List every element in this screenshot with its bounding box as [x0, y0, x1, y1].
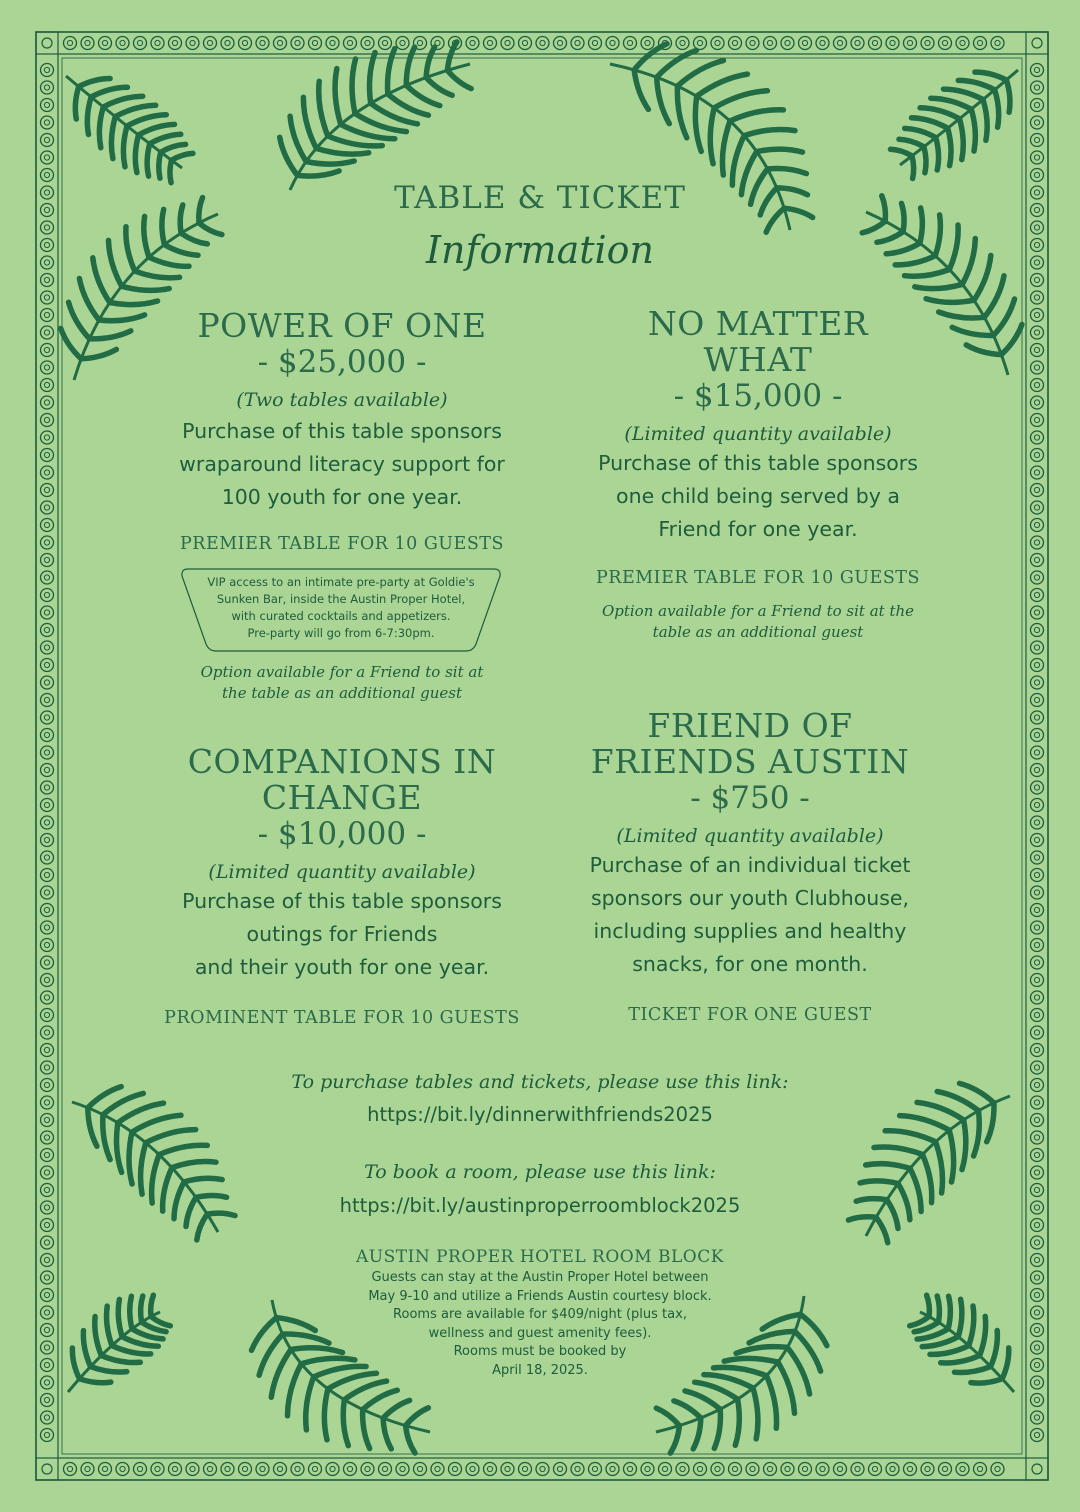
palm-frond [910, 1295, 1014, 1392]
page-subtitle: Information [425, 228, 655, 272]
tier-seating: PREMIER TABLE FOR 10 GUESTS [180, 534, 504, 554]
tier-friend-of-friends-austin [560, 708, 940, 1025]
tier-availability: (Two tables available) [236, 389, 448, 411]
tier-name: NO MATTER WHAT [647, 304, 869, 379]
tier-seating: TICKET FOR ONE GUEST [628, 1005, 872, 1025]
tier-companions-in-change [150, 744, 534, 1028]
tier-seating: PROMINENT TABLE FOR 10 GUESTS [164, 1008, 520, 1028]
tier-availability: (Limited quantity available) [208, 861, 476, 883]
tier-seating: PREMIER TABLE FOR 10 GUESTS [596, 568, 920, 588]
tier-price: - $750 - [690, 780, 810, 816]
tickets-link-intro: To purchase tables and tickets, please use this link: [291, 1071, 789, 1093]
tier-name: FRIEND OF FRIENDS AUSTIN [590, 706, 910, 781]
room-link[interactable]: https://bit.ly/austinproperroomblock2025 [339, 1194, 741, 1217]
tier-note: Option available for a Friend to sit at the table as an additional guest [200, 663, 484, 702]
tier-price: - $10,000 - [257, 816, 427, 852]
palm-frond [280, 42, 472, 190]
palm-frond [891, 70, 1019, 179]
tier-description: Purchase of this table sponsors wraparound literacy support for 100 youth for one year. [179, 419, 505, 509]
tier-power-of-one [150, 308, 534, 554]
room-block-heading: AUSTIN PROPER HOTEL ROOM BLOCK [356, 1247, 724, 1267]
tier-name: POWER OF ONE [197, 306, 487, 345]
vip-info: VIP access to an intimate pre-party at Goldie's Sunken Bar, inside the Austin Proper Hotel, with curated cocktails and appetizers. Pre-party will go from 6-7:30pm. [207, 575, 475, 640]
tier-name: COMPANIONS IN CHANGE [187, 742, 497, 817]
tier-availability: (Limited quantity available) [624, 423, 892, 445]
tier-description: Purchase of this table sponsors outings for Friends and their youth for one year. [182, 889, 502, 979]
tier-note: Option available for a Friend to sit at the table as an additional guest [601, 602, 915, 641]
tickets-link[interactable]: https://bit.ly/dinnerwithfriends2025 [367, 1103, 713, 1126]
palm-frond [66, 76, 193, 183]
room-link-intro: To book a room, please use this link: [364, 1161, 716, 1183]
tier-description: Purchase of an individual ticket sponsors our youth Clubhouse, including supplies and healthy snacks, for one month. [589, 853, 911, 976]
palm-frond [68, 1295, 170, 1392]
tier-price: - $25,000 - [257, 344, 427, 380]
tier-price: - $15,000 - [673, 378, 843, 414]
page-title: TABLE & TICKET [394, 180, 686, 216]
tier-no-matter-what [568, 306, 948, 643]
room-block-details: Guests can stay at the Austin Proper Hotel between May 9-10 and utilize a Friends Austin courtesy block. Rooms are available for $409/night (plus tax, wellness and guest amenity fees). Rooms must be booked by April 18, 2025. [368, 1270, 712, 1378]
room-block [290, 1247, 790, 1380]
tier-availability: (Limited quantity available) [616, 825, 884, 847]
tier-description: Purchase of this table sponsors one child being served by a Friend for one year. [598, 451, 918, 541]
